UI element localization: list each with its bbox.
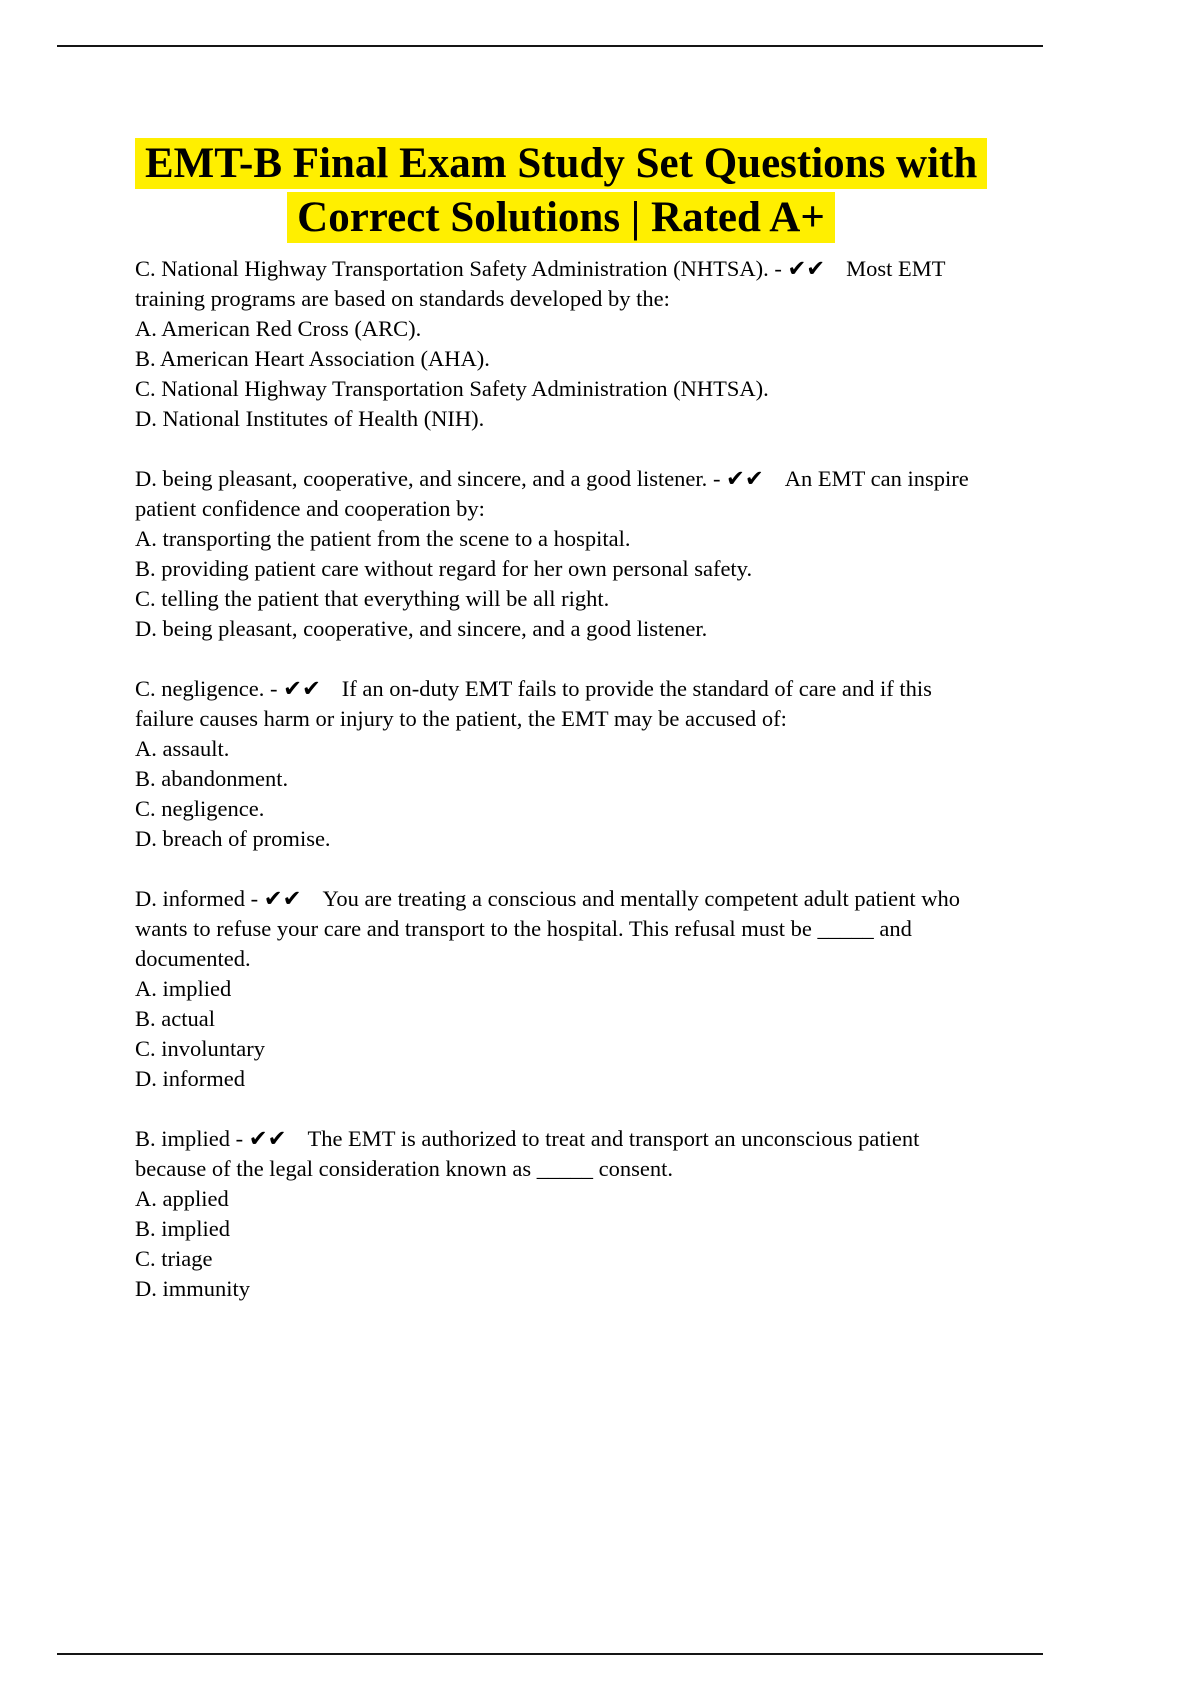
answer-option: C. triage <box>135 1246 213 1272</box>
bottom-rule <box>57 1653 1043 1655</box>
correct-answer: D. informed <box>135 886 245 912</box>
double-checkmark-icon: - ✔✔ <box>774 256 826 282</box>
answer-option: B. American Heart Association (AHA). <box>135 346 490 372</box>
answer-option: B. providing patient care without regard for her own personal safety. <box>135 556 753 582</box>
question-prompt: If an on-duty EMT fails to provide the standard of care and if this failure causes harm or injury to the patient, the EMT may be accused of: <box>135 676 932 732</box>
answer-option: D. National Institutes of Health (NIH). <box>135 406 485 432</box>
top-rule <box>57 45 1043 47</box>
question-text <box>135 674 987 734</box>
double-checkmark-icon: - ✔✔ <box>269 676 321 702</box>
question-text <box>135 1124 987 1184</box>
correct-answer: C. negligence. <box>135 676 265 702</box>
answer-option: D. being pleasant, cooperative, and sincere, and a good listener. <box>135 616 708 642</box>
answer-option: B. actual <box>135 1006 215 1032</box>
question-block <box>135 884 987 1094</box>
correct-answer: B. implied <box>135 1126 230 1152</box>
answer-option: D. breach of promise. <box>135 826 331 852</box>
question-block <box>135 674 987 854</box>
title-highlight: EMT-B Final Exam Study Set Questions with Correct Solutions | Rated A+ <box>135 138 987 243</box>
answer-option: A. implied <box>135 976 232 1002</box>
answer-option: C. involuntary <box>135 1036 265 1062</box>
double-checkmark-icon: - ✔✔ <box>712 466 764 492</box>
question-text <box>135 884 987 974</box>
double-checkmark-icon: - ✔✔ <box>250 886 302 912</box>
question-prompt: Most EMT training programs are based on standards developed by the: <box>135 256 946 312</box>
question-prompt: The EMT is authorized to treat and transport an unconscious patient because of the legal consideration known as _____ consent. <box>135 1126 920 1182</box>
question-text <box>135 254 987 314</box>
answer-option: A. applied <box>135 1186 229 1212</box>
answer-option: B. abandonment. <box>135 766 289 792</box>
question-block <box>135 464 987 644</box>
question-prompt: You are treating a conscious and mentally competent adult patient who wants to refuse your care and transport to the hospital. This refusal must be _____ and documented. <box>135 886 960 972</box>
question-prompt: An EMT can inspire patient confidence and cooperation by: <box>135 466 969 522</box>
answer-option: A. American Red Cross (ARC). <box>135 316 422 342</box>
answer-option: B. implied <box>135 1216 230 1242</box>
answer-option: D. immunity <box>135 1276 251 1302</box>
correct-answer: C. National Highway Transportation Safety Administration (NHTSA). <box>135 256 769 282</box>
answer-option: A. assault. <box>135 736 230 762</box>
answer-option: A. transporting the patient from the scene to a hospital. <box>135 526 631 552</box>
question-text <box>135 464 987 524</box>
answer-option: D. informed <box>135 1066 245 1092</box>
question-block <box>135 254 987 434</box>
answer-option: C. National Highway Transportation Safety Administration (NHTSA). <box>135 376 769 402</box>
document-page <box>135 137 987 1334</box>
page-title <box>135 137 987 245</box>
correct-answer: D. being pleasant, cooperative, and sincere, and a good listener. <box>135 466 708 492</box>
answer-option: C. negligence. <box>135 796 265 822</box>
questions-list <box>135 254 987 1304</box>
double-checkmark-icon: - ✔✔ <box>235 1126 287 1152</box>
question-block <box>135 1124 987 1304</box>
answer-option: C. telling the patient that everything will be all right. <box>135 586 610 612</box>
